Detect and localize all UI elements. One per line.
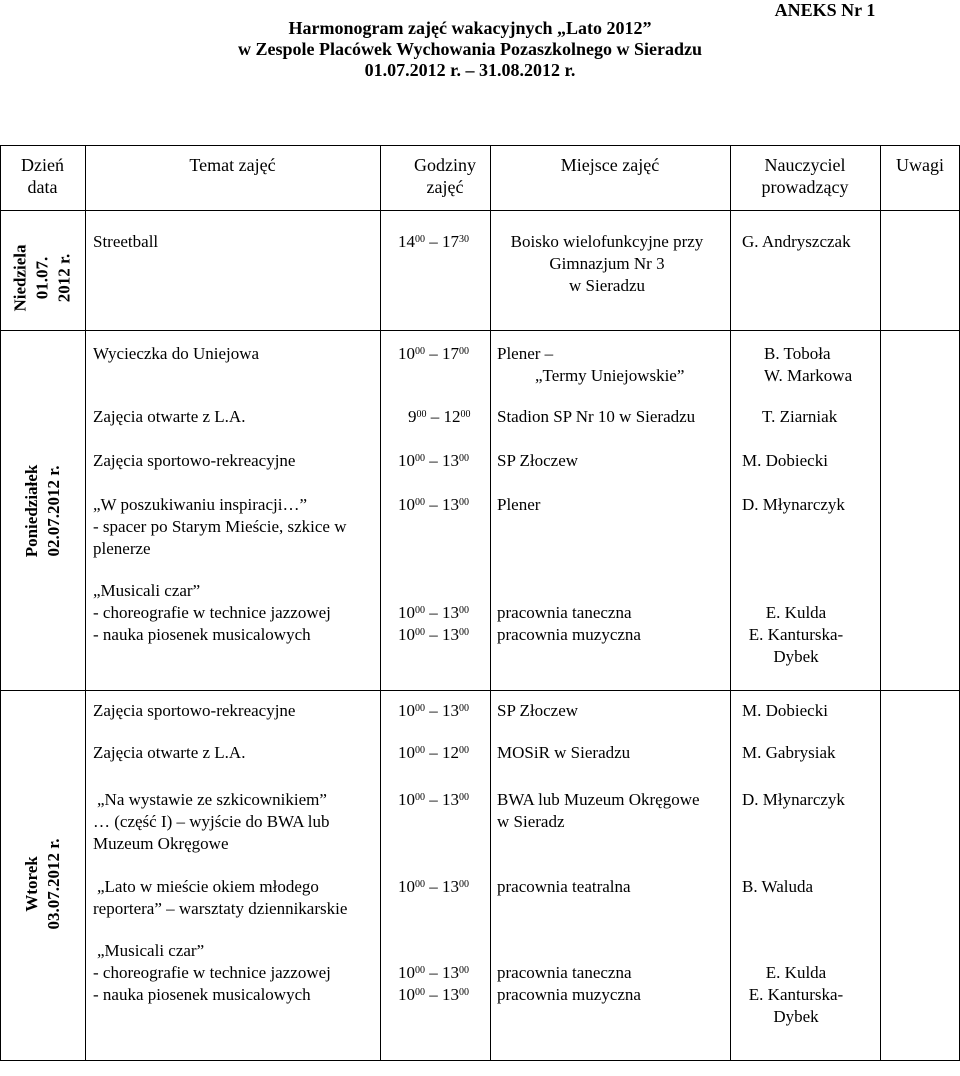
header-topic: Temat zajęć [189, 155, 276, 175]
activity-place: pracownia taneczna pracownia muzyczna [497, 603, 641, 644]
activity-place: pracownia taneczna pracownia muzyczna [497, 963, 641, 1004]
day-label-sunday: Niedziela 01.07. 2012 r. [10, 244, 74, 312]
annex-label: ANEKS Nr 1 [774, 0, 876, 20]
activity-teacher: M. Dobiecki [742, 451, 828, 470]
header-teacher: Nauczyciel prowadzący [761, 155, 849, 197]
activity-topic: Zajęcia sportowo-rekreacyjne [93, 451, 296, 470]
activity-hours: $10^{00} - 13^{00}$ $10^{00} - 13^{00}$ [398, 603, 469, 644]
activity-teacher: E. Kulda E. Kanturska- Dybek [748, 603, 844, 666]
activity-teacher: B. Toboła W. Markowa [764, 344, 853, 385]
activity-topic: Zajęcia sportowo-rekreacyjne [93, 701, 296, 720]
activity-place: Plener – „Termy Uniejowskie” [497, 344, 685, 385]
activity-hours: $10^{00} - 17^{00}$ [398, 344, 469, 363]
header-place: Miejsce zajęć [560, 155, 660, 175]
activity-place: pracownia teatralna [497, 877, 631, 896]
activity-topic: „Na wystawie ze szkicownikiem” … (część I) – wyjście do BWA lub Muzeum Okręgowe [93, 790, 330, 853]
title-line-1: Harmonogram zajęć wakacyjnych „Lato 2012” [288, 18, 652, 38]
activity-teacher: M. Gabrysiak [742, 743, 836, 762]
activity-topic: Zajęcia otwarte z L.A. [93, 407, 246, 426]
activity-topic: Zajęcia otwarte z L.A. [93, 743, 246, 762]
header-day: Dzień data [21, 155, 64, 197]
activity-hours: $14^{00} - 17^{30}$ [398, 232, 469, 251]
activity-teacher: B. Waluda [742, 877, 814, 896]
activity-place: BWA lub Muzeum Okręgowe w Sieradz [497, 790, 700, 831]
activity-hours: $10^{00} - 13^{00}$ [398, 495, 469, 514]
activity-topic: „Musicali czar” - choreografie w technice jazzowej - nauka piosenek musicalowych [93, 581, 331, 644]
document-title [200, 18, 740, 81]
activity-place: MOSiR w Sieradzu [497, 743, 631, 762]
activity-topic: „W poszukiwaniu inspiracji…” - spacer po Starym Mieście, szkice w plenerze [93, 495, 347, 558]
day-label-monday: Poniedziałek 02.07.2012 r. [22, 464, 63, 558]
activity-place: Boisko wielofunkcyjne przy Gimnazjum Nr 3 w Sieradzu [510, 232, 704, 295]
activity-teacher: G. Andryszczak [742, 232, 851, 251]
activity-teacher: D. Młynarczyk [742, 790, 845, 809]
activity-place: SP Złoczew [497, 451, 579, 470]
title-line-3: 01.07.2012 r. – 31.08.2012 r. [364, 60, 576, 80]
activity-hours: $10^{00} - 13^{00}$ [398, 877, 469, 896]
activity-hours: $10^{00} - 13^{00}$ [398, 701, 469, 720]
activity-hours: $9^{00} - 12^{00}$ [408, 407, 471, 426]
header-notes: Uwagi [896, 155, 944, 175]
activity-place: SP Złoczew [497, 701, 579, 720]
activity-place: Plener [497, 495, 541, 514]
activity-topic: „Musicali czar” - choreografie w technice jazzowej - nauka piosenek musicalowych [93, 941, 331, 1004]
activity-place: Stadion SP Nr 10 w Sieradzu [497, 407, 696, 426]
activity-topic: Streetball [93, 232, 159, 251]
activity-topic: „Lato w mieście okiem młodego reportera” – warsztaty dziennikarskie [93, 877, 348, 918]
activity-teacher: T. Ziarniak [762, 407, 838, 426]
title-line-2: w Zespole Placówek Wychowania Pozaszkolnego w Sieradzu [238, 39, 702, 59]
activity-teacher: D. Młynarczyk [742, 495, 845, 514]
activity-teacher: M. Dobiecki [742, 701, 828, 720]
activity-hours: $10^{00} - 13^{00}$ [398, 790, 469, 809]
activity-topic: Wycieczka do Uniejowa [93, 344, 260, 363]
activity-teacher: E. Kulda E. Kanturska- Dybek [748, 963, 844, 1026]
activity-hours: $10^{00} - 12^{00}$ [398, 743, 469, 762]
activity-hours: $10^{00} - 13^{00}$ $10^{00} - 13^{00}$ [398, 963, 469, 1004]
activity-hours: $10^{00} - 13^{00}$ [398, 451, 469, 470]
header-hours: Godziny zajęć [414, 155, 476, 197]
day-label-tuesday: Wtorek 03.07.2012 r. [22, 838, 63, 930]
